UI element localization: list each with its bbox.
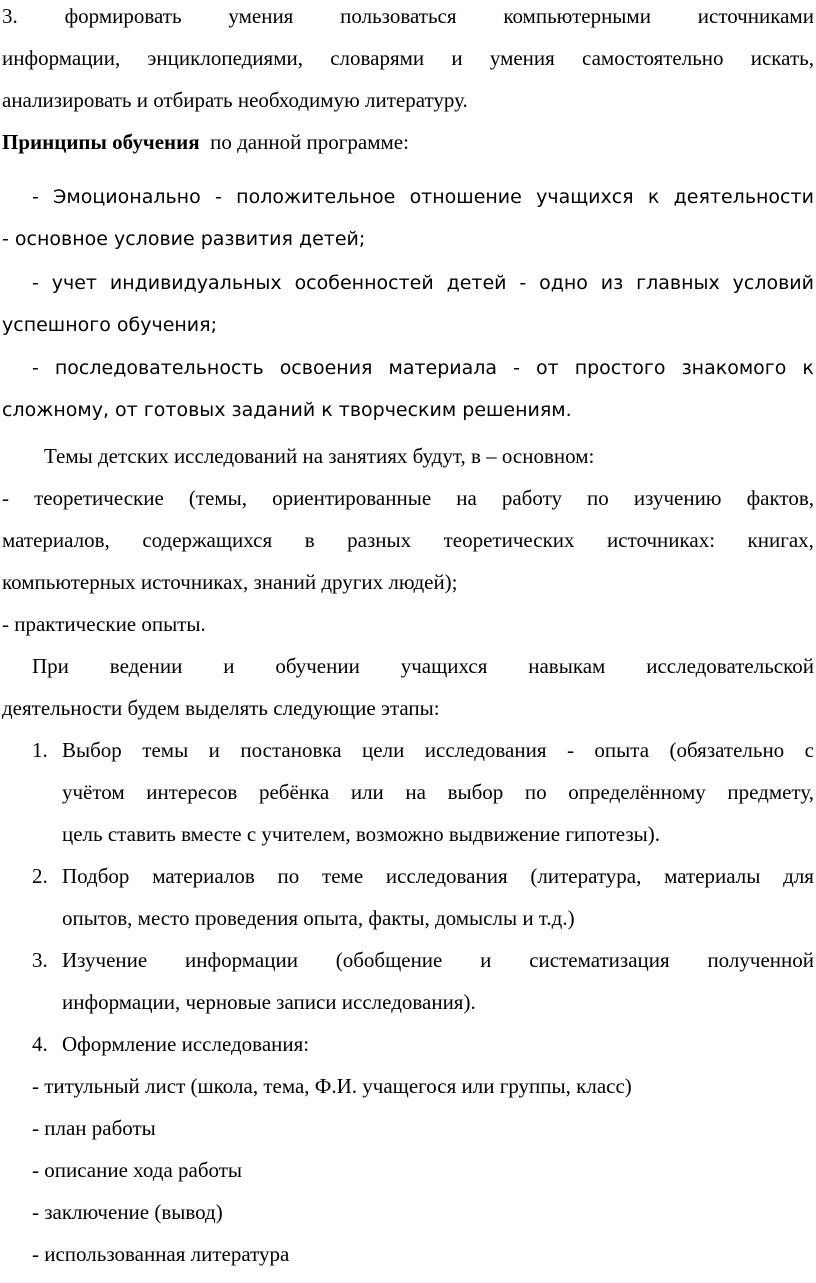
word: - (2, 486, 9, 510)
stage2-line2: опытов, место проведения опыта, факты, домыслы и т.д.) (62, 906, 575, 930)
word: материалов, (2, 528, 110, 552)
word: разных (347, 528, 412, 552)
word: пользоваться (340, 4, 457, 28)
word: книгах, (747, 528, 814, 552)
word: на (405, 780, 426, 804)
principle2-line2: успешного обучения; (2, 314, 217, 336)
stage1-line3: цель ставить вместе с учителем, возможно выдвижение гипотезы). (62, 822, 661, 846)
topics-theory-line2 (2, 526, 814, 554)
word: учет (51, 272, 97, 294)
stage4-number: 4. (32, 1032, 48, 1056)
principles-heading-bold: Принципы обучения (2, 130, 200, 154)
word: определённому (568, 780, 706, 804)
word: из (600, 272, 624, 294)
word: (темы, (188, 486, 247, 510)
stage2-number: 2. (32, 864, 48, 888)
word: изучению (633, 486, 722, 510)
word: учётом (62, 780, 125, 804)
word: от (535, 357, 559, 379)
word: и (480, 948, 492, 972)
word: теме (322, 864, 364, 888)
word: информации (184, 948, 298, 972)
word: главных (636, 272, 720, 294)
word: словарями (330, 46, 425, 70)
word: - (519, 272, 527, 294)
word: учащихся (400, 654, 488, 678)
word: с (804, 738, 814, 762)
word: полученной (707, 948, 814, 972)
stages-intro-line1 (32, 652, 814, 680)
word: простого (574, 357, 666, 379)
word: (литература, (530, 864, 642, 888)
design-part-work-description: - описание хода работы (32, 1158, 243, 1182)
word: темы (142, 738, 189, 762)
word: постановка (240, 738, 342, 762)
word: источниках: (607, 528, 716, 552)
stage1-number: 1. (32, 738, 48, 762)
word: или (350, 780, 384, 804)
word: самостоятельно (582, 46, 724, 70)
word: умения (489, 46, 555, 70)
word: знакомого (681, 357, 787, 379)
word: - (32, 186, 39, 208)
word: к (802, 357, 814, 379)
word: по (587, 486, 609, 510)
word: Эмоционально (53, 186, 201, 208)
word: энциклопедиями, (147, 46, 303, 70)
word: ребёнка (258, 780, 330, 804)
word: обучении (275, 654, 360, 678)
word: индивидуальных (109, 272, 282, 294)
word: фактов, (746, 486, 814, 510)
topics-theory-line1 (2, 484, 814, 512)
principles-heading-tail: по данной программе: (210, 130, 409, 154)
word: формировать (64, 4, 182, 28)
word: - (566, 738, 574, 762)
word: интересов (146, 780, 238, 804)
word: - (215, 186, 222, 208)
word: - (32, 357, 39, 379)
word: на (456, 486, 477, 510)
word: Выбор (62, 738, 122, 762)
item3-line2 (2, 44, 814, 72)
word: материала (388, 357, 498, 379)
topics-theory-line3: компьютерных источниках, знаний других людей); (2, 570, 458, 594)
stage3-line1 (62, 946, 814, 974)
item3-line1 (2, 2, 814, 30)
stage2-line1 (62, 862, 814, 890)
word: - (513, 357, 520, 379)
stage3-number: 3. (32, 948, 48, 972)
word: условий (732, 272, 814, 294)
item3-line3: анализировать и отбирать необходимую литературу. (2, 88, 468, 112)
word: ориентированные (272, 486, 432, 510)
word: источниками (697, 4, 814, 28)
stage4-line1: Оформление исследования: (62, 1032, 310, 1056)
word: опыта (594, 738, 650, 762)
word: 3. (2, 4, 18, 28)
word: одно (539, 272, 588, 294)
word: содержащихся (142, 528, 273, 552)
word: по (277, 864, 300, 888)
topics-intro: Темы детских исследований на занятиях будут, в – основном: (44, 444, 595, 468)
word: материалов (152, 864, 255, 888)
word: цели (362, 738, 405, 762)
word: навыкам (528, 654, 606, 678)
word: исследовательской (646, 654, 814, 678)
word: ведении (109, 654, 183, 678)
word: материалы (664, 864, 761, 888)
word: положительное (236, 186, 396, 208)
word: (обобщение (335, 948, 443, 972)
word: выбор (447, 780, 504, 804)
stage3-line2: информации, черновые записи исследования). (62, 990, 476, 1014)
principle1-line2: - основное условие развития детей; (2, 228, 366, 250)
word: и (208, 738, 220, 762)
principle3-line2: сложному, от готовых заданий к творческим решениям. (2, 399, 572, 421)
word: особенностей (294, 272, 434, 294)
principle2-line1 (32, 269, 814, 297)
word: компьютерными (503, 4, 651, 28)
word: к (647, 186, 660, 208)
word: учащихся (536, 186, 634, 208)
principle1-line1 (32, 183, 814, 211)
design-part-references: - использованная литература (32, 1242, 290, 1266)
stage1-line1 (62, 736, 814, 764)
word: - (32, 272, 39, 294)
word: умения (228, 4, 294, 28)
word: и (451, 46, 463, 70)
design-part-title-page: - титульный лист (школа, тема, Ф.И. учащегося или группы, класс) (32, 1074, 632, 1098)
design-part-conclusion: - заключение (вывод) (32, 1200, 223, 1224)
word: детей (446, 272, 507, 294)
word: Изучение (62, 948, 148, 972)
word: При (32, 654, 69, 678)
principle3-line1 (32, 354, 814, 382)
word: последовательность (54, 357, 264, 379)
word: искать, (750, 46, 814, 70)
principles-heading (2, 128, 409, 156)
word: в (304, 528, 315, 552)
word: предмету, (727, 780, 814, 804)
word: и (223, 654, 235, 678)
word: систематизация (529, 948, 670, 972)
word: работу (501, 486, 562, 510)
word: исследования (424, 738, 547, 762)
word: для (783, 864, 814, 888)
design-part-work-plan: - план работы (32, 1116, 156, 1140)
word: исследования (385, 864, 508, 888)
word: освоения (279, 357, 373, 379)
word: деятельности (673, 186, 814, 208)
stage1-line2 (62, 778, 814, 806)
word: отношение (409, 186, 522, 208)
word: теоретические (34, 486, 164, 510)
word: Подбор (62, 864, 130, 888)
topics-practice: - практические опыты. (2, 612, 206, 636)
stages-intro-line2: деятельности будем выделять следующие этапы: (2, 696, 440, 720)
word: теоретических (443, 528, 575, 552)
word: информации, (2, 46, 121, 70)
word: (обязательно (669, 738, 785, 762)
word: по (524, 780, 547, 804)
